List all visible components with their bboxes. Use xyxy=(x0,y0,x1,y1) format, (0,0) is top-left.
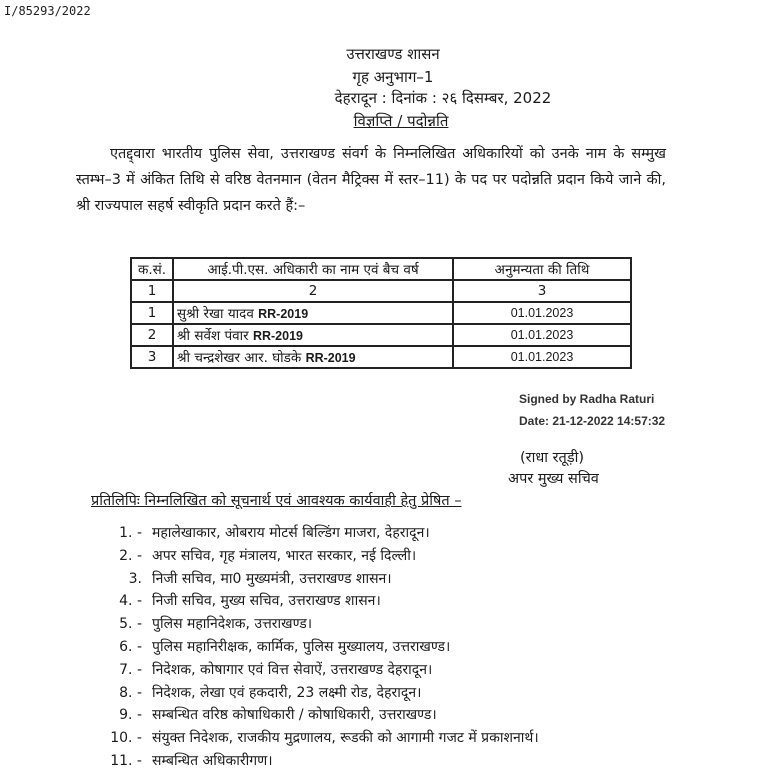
item-text: सम्बन्धित वरिष्ठ कोषाधिकारी / कोषाधिकारी, उत्तराखण्ड। xyxy=(152,707,437,724)
colnum-2: 2 xyxy=(173,280,453,302)
place-date: देहरादून : दिनांक : २६ दिसम्बर, 2022 xyxy=(334,89,552,107)
item-text: संयुक्त निदेशक, राजकीय मुद्रणालय, रूडकी को आगामी गजट में प्रकाशनार्थ। xyxy=(152,730,539,747)
list-item xyxy=(102,545,539,568)
item-number: 7. - xyxy=(119,661,142,678)
list-item xyxy=(102,590,539,613)
row-date: 01.01.2023 xyxy=(453,346,631,368)
item-number: 2. - xyxy=(119,547,142,564)
table-header-row xyxy=(131,258,631,280)
colnum-1: 1 xyxy=(131,280,173,302)
officer-batch: RR-2019 xyxy=(305,351,356,365)
row-sno: 2 xyxy=(131,324,173,346)
list-item xyxy=(102,727,539,750)
list-item xyxy=(102,704,539,727)
header-officer-name: आई.पी.एस. अधिकारी का नाम एवं बैच वर्ष xyxy=(173,258,453,280)
item-text: महालेखाकार, ओबराय मोटर्स बिल्डिंग माजरा, देहरादून। xyxy=(152,525,430,541)
item-number: 5. - xyxy=(119,616,142,633)
item-number: 8. - xyxy=(119,684,142,701)
list-item xyxy=(102,636,539,659)
list-item xyxy=(102,522,539,545)
list-item xyxy=(102,659,539,682)
officers-table xyxy=(130,257,632,369)
item-number: 6. - xyxy=(119,638,142,655)
list-item xyxy=(102,568,539,591)
item-text: निजी सचिव, मुख्य सचिव, उत्तराखण्ड शासन। xyxy=(152,593,381,610)
item-number: 4. - xyxy=(119,593,142,610)
item-number: 10. - xyxy=(110,730,142,747)
item-text: निदेशक, कोषागार एवं वित्त सेवाऐं, उत्तराखण्ड देहरादून। xyxy=(152,661,433,678)
body-paragraph xyxy=(76,141,666,219)
table-row xyxy=(131,324,631,346)
item-number: 9. - xyxy=(119,707,142,724)
row-date: 01.01.2023 xyxy=(453,324,631,346)
header-date: अनुमन्यता की तिथि xyxy=(453,258,631,280)
officer-name: श्री चन्द्रशेखर आर. घोडके xyxy=(177,350,302,366)
body-text: एतद्द्वारा भारतीय पुलिस सेवा, उत्तराखण्ड संवर्ग के निम्नलिखित अधिकारियों को उनके नाम के सम्मुख स्तम्भ–3 में अंकित तिथि से वरिष्ठ वेतनमान (वेतन मैट्रिक्स में स्तर–11) के पद पर पदोन्नति प्रदान किये जाने की, श्री राज्यपाल सहर्ष स्वीकृति प्रदान करते हैं:– xyxy=(76,146,666,214)
item-text: निदेशक, लेखा एवं हकदारी, 23 लक्ष्मी रोड, देहरादून। xyxy=(152,684,422,701)
copy-to-heading: प्रतिलिपिः निम्नलिखित को सूचनार्थ एवं आवश्यक कार्यवाही हेतु प्रेषित – xyxy=(91,493,462,509)
digital-signature-date: Date: 21-12-2022 14:57:32 xyxy=(519,414,666,428)
item-text: पुलिस महानिदेशक, उत्तराखण्ड। xyxy=(152,616,313,633)
item-text: अपर सचिव, गृह मंत्रालय, भारत सरकार, नई दिल्ली। xyxy=(152,547,417,564)
header-sno: क.सं. xyxy=(131,258,173,280)
row-officer xyxy=(173,324,453,346)
list-item xyxy=(102,682,539,705)
colnum-3: 3 xyxy=(453,280,631,302)
reference-number: I/85293/2022 xyxy=(4,4,91,18)
item-text: सम्बन्धित अधिकारीगण। xyxy=(152,752,273,769)
notification-title: विज्ञप्ति / पदोन्नति xyxy=(353,112,449,130)
item-text: पुलिस महानिरीक्षक, कार्मिक, पुलिस मुख्यालय, उत्तराखण्ड। xyxy=(152,638,451,655)
table-row xyxy=(131,302,631,324)
officer-name: श्री सर्वेश पंवार xyxy=(177,328,249,344)
row-date: 01.01.2023 xyxy=(453,302,631,324)
department-name: गृह अनुभाग–1 xyxy=(352,68,434,86)
row-officer xyxy=(173,346,453,368)
item-number: 11. - xyxy=(110,752,142,769)
digital-signature-name: Signed by Radha Raturi xyxy=(519,392,655,406)
row-sno: 1 xyxy=(131,302,173,324)
item-number: 1. - xyxy=(119,525,142,541)
item-number: 3. xyxy=(128,570,142,587)
item-text: निजी सचिव, मा0 मुख्यमंत्री, उत्तराखण्ड शासन। xyxy=(152,570,392,587)
officer-batch: RR-2019 xyxy=(258,307,309,321)
signatory-name: (राधा रतूड़ी) xyxy=(520,450,584,466)
table-row xyxy=(131,346,631,368)
list-item xyxy=(102,613,539,636)
row-officer xyxy=(173,302,453,324)
column-number-row xyxy=(131,280,631,302)
officer-name: सुश्री रेखा यादव xyxy=(177,306,254,322)
row-sno: 3 xyxy=(131,346,173,368)
officer-batch: RR-2019 xyxy=(252,329,303,343)
copy-recipient-list xyxy=(102,522,539,773)
list-item xyxy=(102,750,539,773)
government-name: उत्तराखण्ड शासन xyxy=(346,45,440,63)
signatory-designation: अपर मुख्य सचिव xyxy=(508,471,599,487)
